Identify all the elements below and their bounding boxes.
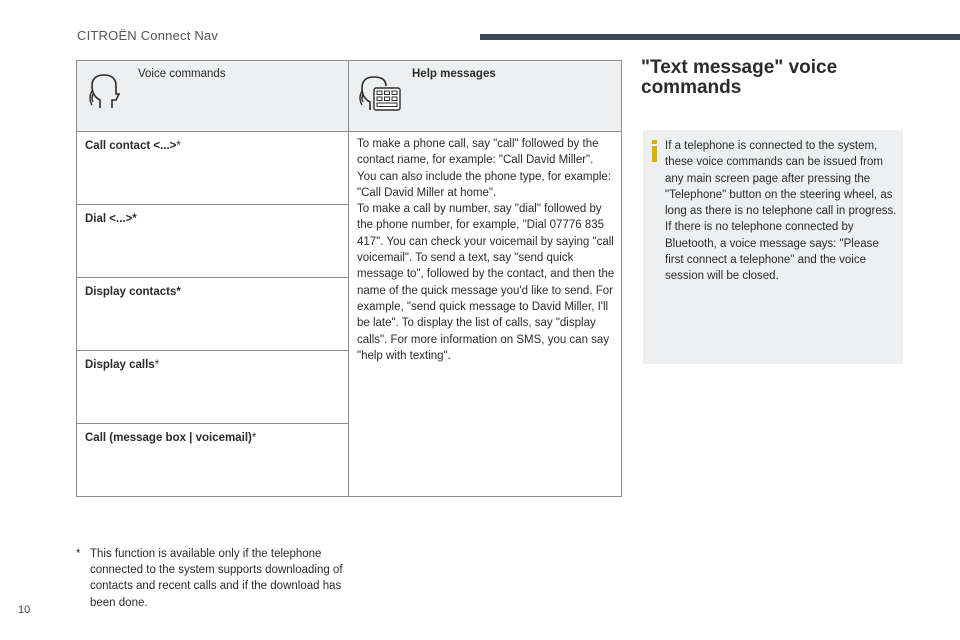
running-header: CITROËN Connect Nav	[77, 28, 219, 43]
command-label: Dial <...>*	[85, 213, 137, 225]
info-text: If a telephone is connected to the system, these voice commands can be issued from any main screen page after pressing the "Telephone" button on the steering wheel, as long as there is no telephone call in progress. If there is no telephone connected by Bluetooth, a voice message says: "Please first connect a telephone" and the voice session will be closed.	[665, 140, 897, 283]
command-label: Call (message box | voicemail)	[85, 432, 252, 444]
command-cell	[77, 351, 349, 424]
page-number: 10	[18, 604, 31, 616]
footnote-text: This function is available only if the telephone connected to the system supports downloading of contacts and recent calls and if the download has been done.	[90, 548, 343, 609]
voice-commands-header: Voice commands	[138, 68, 226, 80]
voice-commands-table	[76, 60, 622, 497]
voice-command-icon	[88, 72, 124, 113]
help-message-icon	[358, 72, 402, 115]
help-messages-header: Help messages	[412, 68, 496, 80]
command-cell	[77, 278, 349, 351]
help-message-text: To make a phone call, say "call" followed by the contact name, for example: "Call David Miller". You can also include the phone type, for example: "Call David Miller at home". To make a call by number, say "dial" followed by the phone number, for example, "Dial 07776 835 417". You can check your voicemail by saying "call voicemail". To send a text, say "send quick message to", followed by the contact, and then the name of the quick message you'd like to send. For example, "send quick message to David Miller, I'll be late". To display the list of calls, say "display calls". For more information on SMS, you can say "help with texting".	[357, 138, 615, 362]
command-cell	[77, 424, 349, 497]
help-message-cell	[349, 132, 622, 497]
command-cell	[77, 205, 349, 278]
info-icon	[651, 140, 659, 167]
footnote-star: *	[76, 548, 81, 560]
header-bar	[480, 34, 960, 40]
command-label: Display calls	[85, 359, 155, 371]
command-star: *	[154, 359, 160, 371]
footnote	[76, 546, 356, 611]
command-cell	[77, 132, 349, 205]
section-title: "Text message" voice commands	[641, 57, 838, 98]
info-box	[643, 130, 903, 364]
command-star: *	[251, 432, 257, 444]
command-label: Display contacts*	[85, 286, 181, 298]
command-label: Call contact <...>	[85, 140, 177, 152]
command-star: *	[176, 140, 181, 152]
